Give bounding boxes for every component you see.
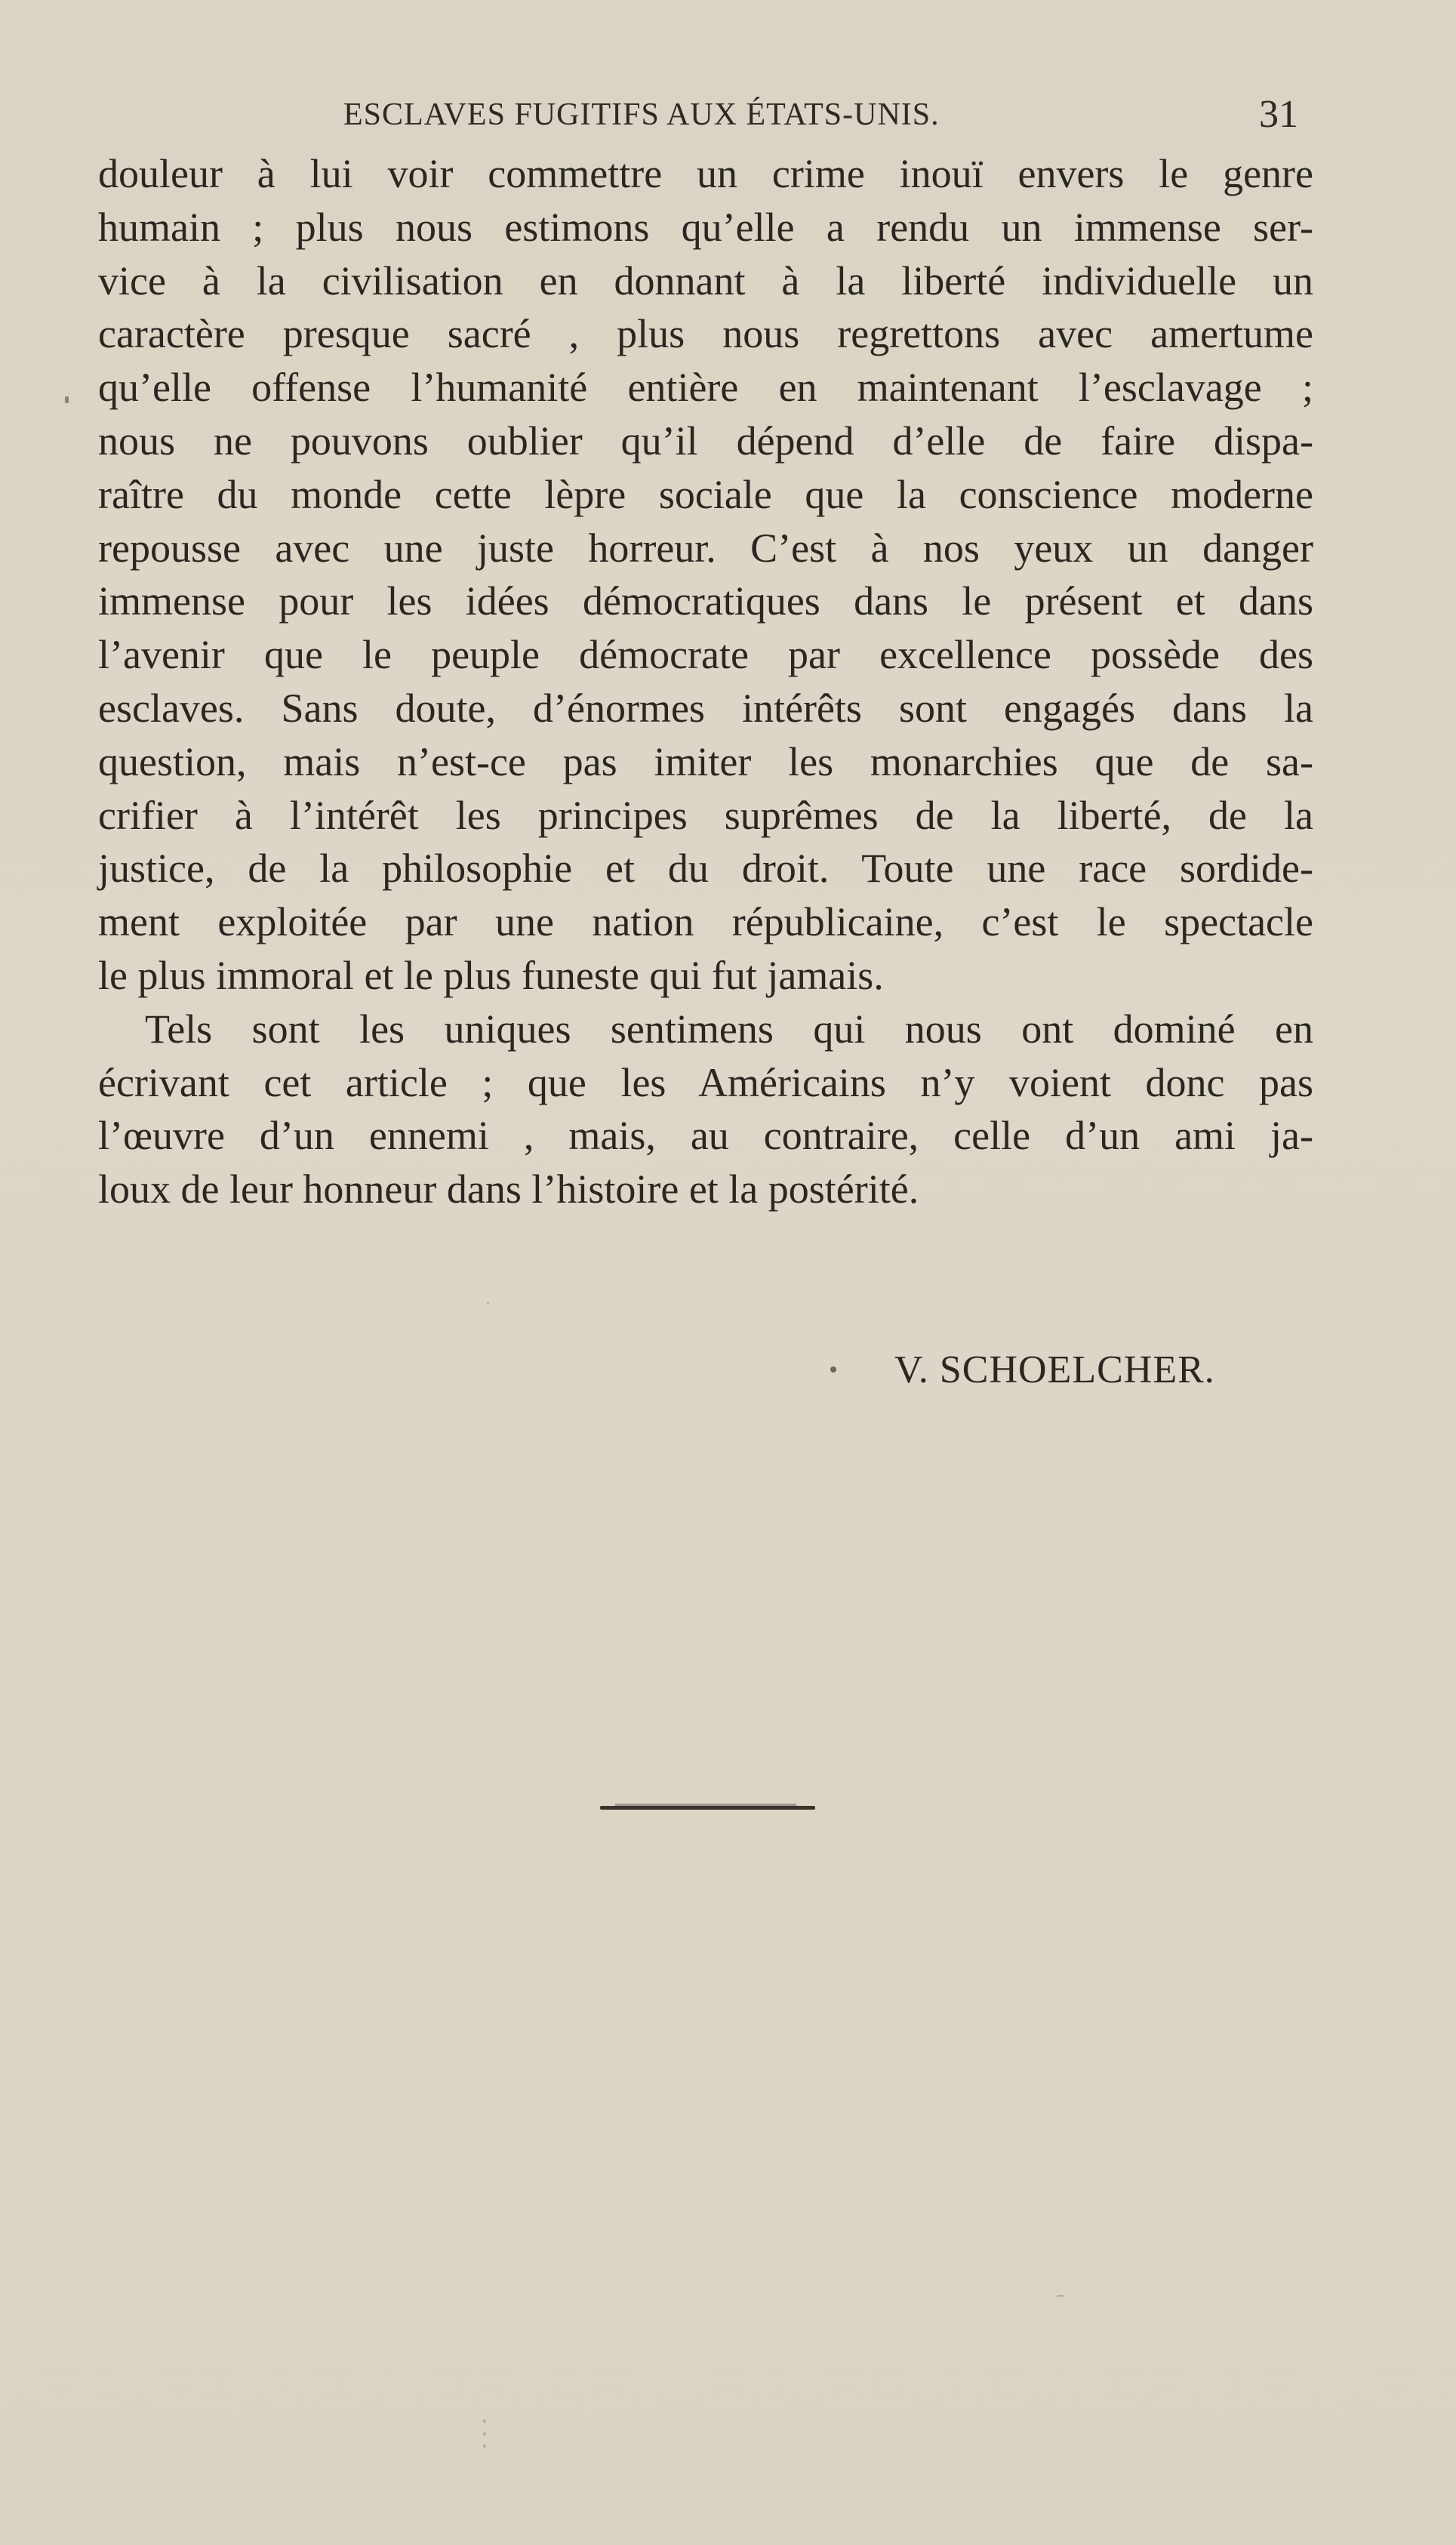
text-line: écrivant cet article ; que les Américains n’y voient donc pas: [98, 1059, 1313, 1105]
text-line: qu’elle offense l’humanité entière en maintenant l’esclavage ;: [98, 365, 1313, 411]
text-line: crifier à l’intérêt les principes suprêmes de la liberté, de la: [98, 792, 1313, 838]
text-line: caractère presque sacré , plus nous regrettons avec amertume: [98, 311, 1313, 357]
page-number: 31: [1259, 93, 1298, 136]
running-title: ESCLAVES FUGITIFS AUX ÉTATS-UNIS.: [343, 97, 940, 132]
text-line: humain ; plus nous estimons qu’elle a rendu un immense ser-: [98, 204, 1313, 250]
text-line: nous ne pouvons oublier qu’il dépend d’elle de faire dispa-: [98, 417, 1313, 464]
body-text: [98, 147, 1313, 1216]
margin-mark: [65, 396, 69, 403]
text-line: esclaves. Sans doute, d’énormes intérêts sont engagés dans la: [98, 685, 1313, 731]
text-line: question, mais n’est-ce pas imiter les monarchies que de sa-: [98, 738, 1313, 784]
text-line: raître du monde cette lèpre sociale que la conscience moderne: [98, 471, 1313, 517]
text-line: justice, de la philosophie et du droit. Toute une race sordide-: [98, 846, 1313, 892]
text-line: l’œuvre d’un ennemi , mais, au contraire, celle d’un ami ja-: [98, 1113, 1313, 1159]
text-line: vice à la civilisation en donnant à la liberté individuelle un: [98, 257, 1313, 303]
paragraph-last-line: le plus immoral et le plus funeste qui fut jamais.: [98, 952, 884, 998]
signature-dot: [830, 1366, 836, 1373]
text-line: repousse avec une juste horreur. C’est à nos yeux un danger: [98, 525, 1313, 571]
paper-speck: [1057, 2295, 1064, 2297]
text-line: douleur à lui voir commettre un crime inouï envers le genre: [98, 151, 1313, 196]
closing-rule: [600, 1806, 815, 1810]
paragraph-first-line: Tels sont les uniques sentimens qui nous ont dominé en: [145, 1006, 1313, 1052]
paragraph-last-line: loux de leur honneur dans l’histoire et la postérité.: [98, 1166, 919, 1212]
text-line: immense pour les idées démocratiques dans le présent et dans: [98, 578, 1313, 624]
author-signature: V. SCHOELCHER.: [894, 1348, 1215, 1391]
paper-speck: [483, 2433, 486, 2436]
paper-speck: [483, 2445, 486, 2448]
text-line: l’avenir que le peuple démocrate par excellence possède des: [98, 632, 1313, 678]
text-line: ment exploitée par une nation républicaine, c’est le spectacle: [98, 899, 1313, 945]
paper-speck: [483, 2420, 486, 2423]
running-head: [0, 93, 1456, 142]
paper-speck: [487, 1302, 489, 1305]
